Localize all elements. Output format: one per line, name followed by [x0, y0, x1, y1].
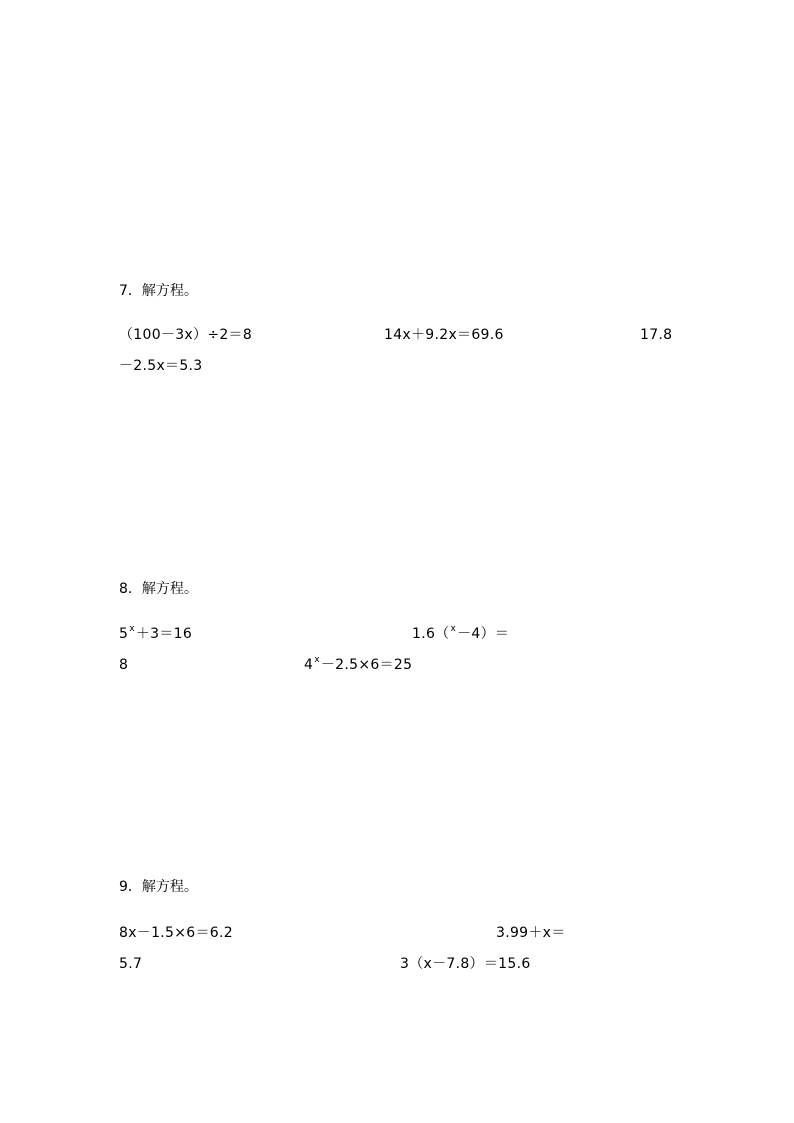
equation-text: ＋3＝16: [135, 626, 193, 642]
equation-variable: x: [450, 624, 457, 634]
question-7-equation-3-part-2: －2.5x＝5.3: [119, 358, 203, 374]
equation-text: －4）＝: [457, 626, 510, 642]
equation-text: 1.6（: [412, 626, 450, 642]
question-7-title: 7．解方程。: [119, 283, 198, 299]
equation-text: －2.5×6＝25: [320, 657, 413, 673]
question-8-equation-1: [119, 625, 192, 643]
question-8-title: 8．解方程。: [119, 581, 198, 597]
question-9-title: 9．解方程。: [119, 879, 198, 895]
question-9-equation-2-part-2: 5.7: [119, 956, 143, 972]
question-9-equation-1: 8x－1.5×6＝6.2: [119, 925, 233, 941]
question-8-equation-2-part-1: [412, 625, 509, 643]
equation-variable: x: [314, 655, 320, 665]
question-7-equation-2: 14x＋9.2x＝69.6: [384, 327, 504, 343]
question-7-equation-3-part-1: 17.8: [640, 327, 673, 343]
question-7-equation-1: （100－3x）÷2＝8: [119, 327, 253, 343]
equation-text: 4: [304, 657, 314, 673]
question-9-equation-3: 3（x－7.8）＝15.6: [400, 956, 531, 972]
equation-text: 5: [119, 626, 129, 642]
question-8-equation-3: [304, 656, 412, 674]
question-9-equation-2-part-1: 3.99＋x＝: [496, 925, 566, 941]
equation-variable: x: [129, 624, 135, 634]
question-8-equation-2-part-2: 8: [119, 657, 129, 673]
